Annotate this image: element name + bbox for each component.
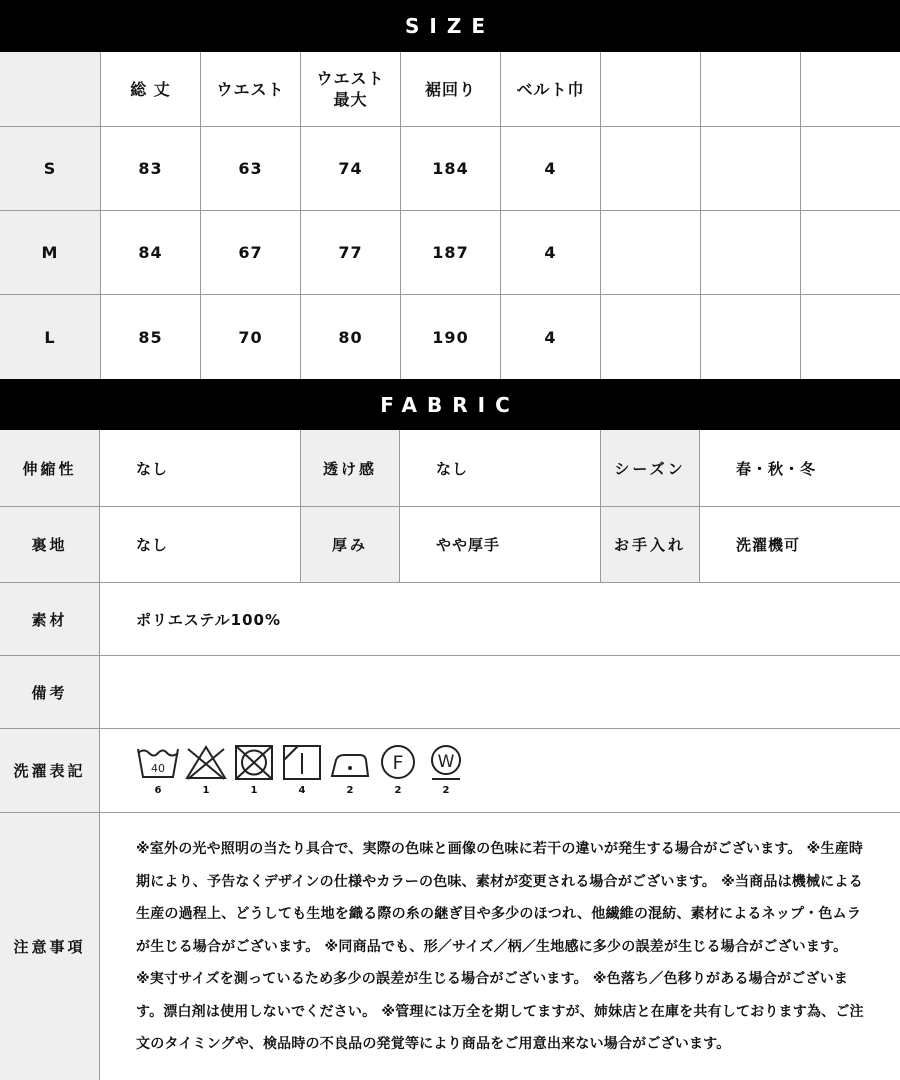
care-symbol — [136, 743, 180, 796]
no-tumble-dry-icon — [232, 743, 276, 783]
fabric-row-material — [0, 583, 900, 656]
sheer-value: なし — [436, 459, 469, 478]
size-cell — [600, 295, 700, 379]
fabric-row-remarks — [0, 656, 900, 729]
care-number: 1 — [250, 785, 258, 796]
size-header-empty — [700, 52, 800, 127]
size-cell: 4 — [500, 211, 600, 295]
remarks-label: 備考 — [0, 656, 100, 728]
care-symbol — [424, 743, 468, 796]
wet-clean-letter: W — [437, 752, 455, 772]
dry-clean-letter: F — [392, 752, 404, 774]
care-number: 1 — [202, 785, 210, 796]
size-cell — [700, 295, 800, 379]
care-number: 2 — [394, 785, 402, 796]
size-header-empty — [600, 52, 700, 127]
size-cell — [700, 211, 800, 295]
size-cell: 77 — [300, 211, 400, 295]
care-label: お手入れ — [600, 507, 700, 582]
size-cell: 84 — [100, 211, 200, 295]
size-cell: 85 — [100, 295, 200, 379]
season-value: 春・秋・冬 — [736, 459, 817, 478]
season-label: シーズン — [600, 430, 700, 506]
stretch-label: 伸縮性 — [0, 430, 100, 506]
size-cell: 184 — [400, 127, 500, 211]
iron-low-icon — [328, 743, 372, 783]
lining-label: 裏地 — [0, 507, 100, 582]
thickness-label: 厚み — [300, 507, 400, 582]
size-header-corner — [0, 52, 100, 127]
sheer-label: 透け感 — [300, 430, 400, 506]
size-cell: 74 — [300, 127, 400, 211]
care-number: 4 — [298, 785, 306, 796]
care-symbol — [328, 743, 372, 796]
size-cell: 63 — [200, 127, 300, 211]
fabric-row-1 — [0, 430, 900, 507]
size-header-belt-width: ベルト巾 — [500, 52, 600, 127]
notes-label: 注意事項 — [0, 813, 100, 1080]
material-label: 素材 — [0, 583, 100, 655]
care-symbol — [376, 743, 420, 796]
thickness-value: やや厚手 — [436, 536, 501, 554]
care-symbols — [136, 743, 468, 796]
care-symbol — [280, 743, 324, 796]
size-cell — [600, 127, 700, 211]
size-header-waist-max: ウエスト 最大 — [300, 52, 400, 127]
fabric-row-2 — [0, 507, 900, 583]
size-label-l: L — [0, 295, 100, 379]
size-cell — [600, 211, 700, 295]
size-cell — [700, 127, 800, 211]
wash-temp-text: 40 — [151, 762, 165, 775]
fabric-section-title: FABRIC — [0, 379, 900, 430]
fabric-row-laundry — [0, 729, 900, 813]
size-header-length: 総 丈 — [100, 52, 200, 127]
lining-value: なし — [136, 536, 169, 554]
fabric-row-notes — [0, 813, 900, 1080]
size-cell — [800, 295, 900, 379]
dry-clean-f-icon — [376, 743, 420, 783]
size-cell: 83 — [100, 127, 200, 211]
care-number: 2 — [442, 785, 450, 796]
care-number: 6 — [154, 785, 162, 796]
care-value: 洗濯機可 — [736, 536, 801, 554]
wet-clean-w-icon — [424, 743, 468, 783]
size-label-s: S — [0, 127, 100, 211]
line-dry-shade-icon — [280, 743, 324, 783]
size-label-m: M — [0, 211, 100, 295]
size-table — [0, 52, 900, 379]
size-header-hem: 裾回り — [400, 52, 500, 127]
care-number: 2 — [346, 785, 354, 796]
size-cell — [800, 127, 900, 211]
notes-text: ※室外の光や照明の当たり具合で、実際の色味と画像の色味に若干の違いが発生する場合がございます。 ※生産時期により、予告なくデザインの仕様やカラーの色味、素材が変更される場合がございます。 ※当商品は機械による生産の過程上、どうしても生地を織る際の糸の継ぎ目や多少のほつれ、他繊維の混紡、素材によるネップ・色ムラが生じる場合がございます。 ※同商品でも、形／サイズ／柄／生地感に多少の誤差が生じる場合がございます。 ※実寸サイズを測っているため多少の誤差が生じる場合がございます。 ※色落ち／色移りがある場合がございます。漂白剤は使用しないでください。 ※管理には万全を期してますが、姉妹店と在庫を共有しております為、ご注文のタイミングや、検品時の不良品の発覚等により商品をご用意出来ない場合がございます。 — [136, 841, 864, 1052]
care-symbol — [232, 743, 276, 796]
size-cell: 4 — [500, 127, 600, 211]
wash-40-icon — [136, 743, 180, 783]
size-cell — [800, 211, 900, 295]
stretch-value: なし — [136, 459, 169, 478]
size-cell: 70 — [200, 295, 300, 379]
size-section-title: SIZE — [0, 0, 900, 52]
laundry-label: 洗濯表記 — [0, 729, 100, 812]
material-value: ポリエステル100% — [136, 610, 281, 629]
size-cell: 187 — [400, 211, 500, 295]
care-symbol — [184, 743, 228, 796]
size-cell: 67 — [200, 211, 300, 295]
size-header-empty — [800, 52, 900, 127]
no-bleach-icon — [184, 743, 228, 783]
size-cell: 4 — [500, 295, 600, 379]
size-cell: 190 — [400, 295, 500, 379]
size-header-waist: ウエスト — [200, 52, 300, 127]
size-cell: 80 — [300, 295, 400, 379]
